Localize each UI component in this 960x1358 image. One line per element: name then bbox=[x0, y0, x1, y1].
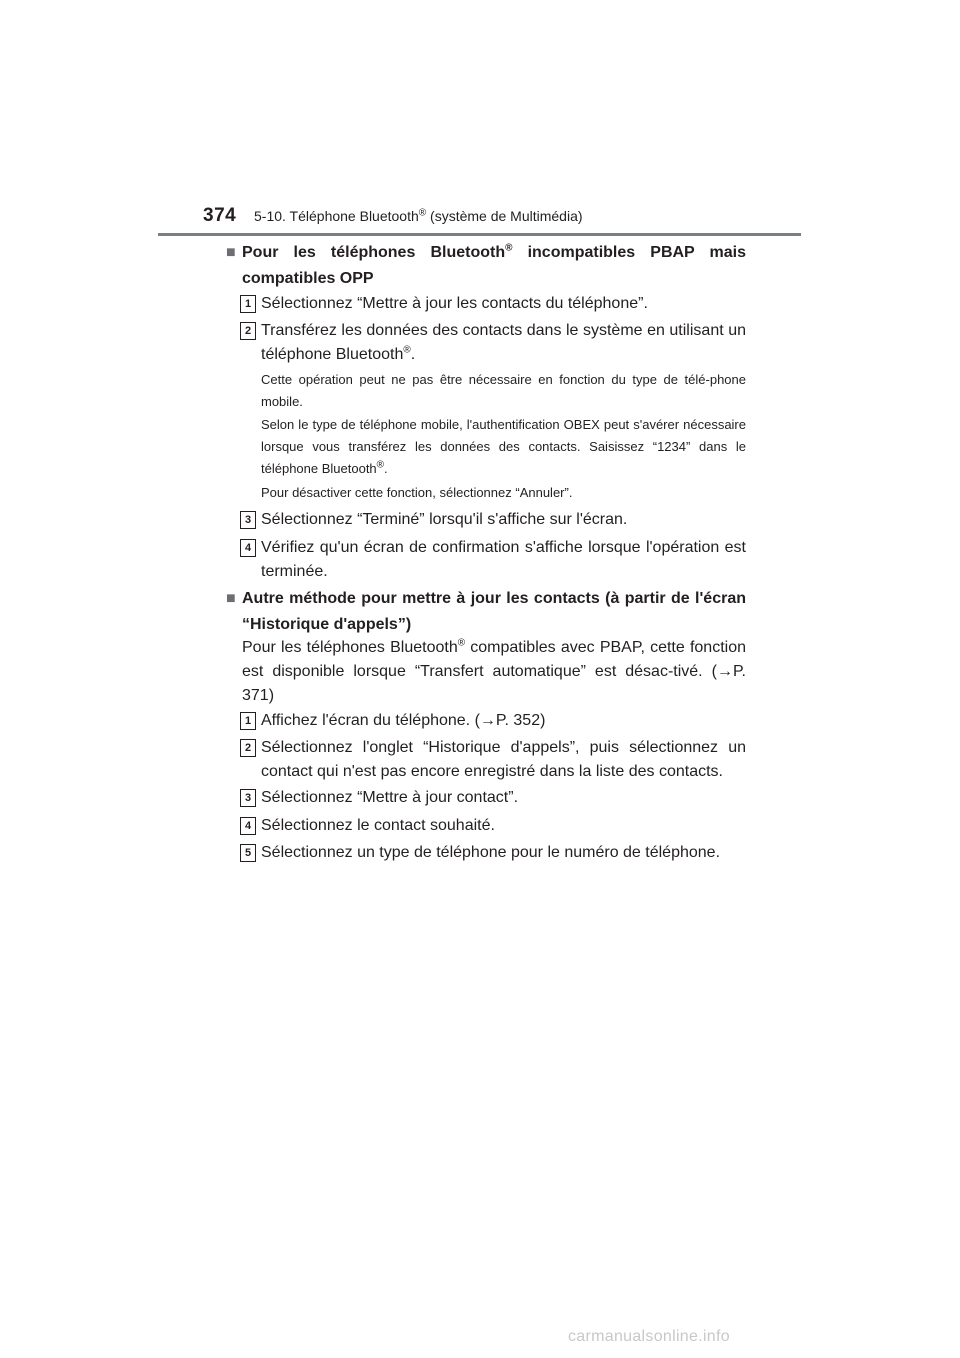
page-header bbox=[0, 0, 960, 240]
step-b5 bbox=[240, 841, 746, 865]
heading1-part-a: Pour les téléphones Bluetooth bbox=[242, 244, 506, 261]
step-number-badge: 5 bbox=[240, 844, 256, 862]
page-reference-link: P. 352) bbox=[495, 712, 546, 729]
step-b1 bbox=[240, 709, 746, 733]
step-text: Transférez les données des contacts dans le système en utilisant un téléphone Bluetooth bbox=[261, 322, 746, 363]
note-2-end: . bbox=[384, 461, 388, 476]
para-part-b: compatibles avec PBAP, cette fonction est disponible lorsque “Transfert automatique” est désac-tivé. ( bbox=[242, 639, 746, 680]
step-text-end: . bbox=[410, 346, 416, 363]
arrow-icon: → bbox=[479, 712, 496, 729]
step-b3 bbox=[240, 786, 746, 810]
registered-mark: ® bbox=[376, 459, 385, 471]
para-part-a: Pour les téléphones Bluetooth bbox=[242, 639, 458, 656]
registered-mark: ® bbox=[403, 344, 411, 356]
step-text: Sélectionnez “Mettre à jour contact”. bbox=[261, 789, 519, 806]
step-number-badge: 4 bbox=[240, 539, 256, 557]
step-1 bbox=[240, 292, 746, 316]
page-reference-link: P. 371) bbox=[242, 663, 746, 704]
heading2-text: Autre méthode pour mettre à jour les contacts (à partir de l'écran “Historique d'appels”) bbox=[242, 590, 746, 633]
intro-paragraph bbox=[242, 636, 746, 708]
registered-mark: ® bbox=[505, 242, 513, 254]
note-2-text: Selon le type de téléphone mobile, l'authentification OBEX peut s'avérer nécessaire lorsque vous transférez les données des contacts. Saisissez “1234” dans le téléphone Bluetooth bbox=[261, 417, 746, 476]
heading-other-method bbox=[226, 586, 746, 638]
registered-mark: ® bbox=[457, 637, 466, 649]
step-number-badge: 4 bbox=[240, 817, 256, 835]
step-text: Affichez l'écran du téléphone. ( bbox=[261, 712, 480, 729]
step-3 bbox=[240, 508, 746, 532]
note-3: Pour désactiver cette fonction, sélectionnez “Annuler”. bbox=[261, 485, 573, 500]
footer-watermark: carmanualsonline.info bbox=[568, 1328, 730, 1345]
step-b2 bbox=[240, 736, 746, 784]
section-title bbox=[254, 208, 583, 224]
heading1-part-b: incompatibles PBAP mais compatibles OPP bbox=[242, 244, 746, 287]
step-b4 bbox=[240, 814, 746, 838]
arrow-icon: → bbox=[716, 663, 733, 680]
step-number-badge: 2 bbox=[240, 322, 256, 340]
step-text: Vérifiez qu'un écran de confirmation s'affiche lorsque l'opération est terminée. bbox=[261, 539, 746, 580]
page-number: 374 bbox=[203, 205, 237, 226]
section-title-suffix: (système de Multimédia) bbox=[426, 208, 583, 224]
registered-mark: ® bbox=[418, 207, 427, 219]
step-number-badge: 1 bbox=[240, 712, 256, 730]
step-text: Sélectionnez un type de téléphone pour le numéro de téléphone. bbox=[261, 844, 721, 861]
step-4 bbox=[240, 536, 746, 584]
step-text: Sélectionnez l'onglet “Historique d'appels”, puis sélectionnez un contact qui n'est pas encore enregistré dans la liste des contacts. bbox=[261, 739, 746, 780]
note-1: Cette opération peut ne pas être nécessaire en fonction du type de télé-phone mobile. bbox=[261, 372, 746, 409]
step-text: Sélectionnez “Terminé” lorsqu'il s'affiche sur l'écran. bbox=[261, 511, 628, 528]
step-text: Sélectionnez “Mettre à jour les contacts du téléphone”. bbox=[261, 295, 648, 312]
step-number-badge: 1 bbox=[240, 295, 256, 313]
step-text: Sélectionnez le contact souhaité. bbox=[261, 817, 495, 834]
step-number-badge: 2 bbox=[240, 739, 256, 757]
bullet-square-icon: ■ bbox=[226, 590, 236, 607]
section-title-prefix: 5-10. Téléphone Bluetooth bbox=[254, 208, 419, 224]
note-2 bbox=[261, 414, 746, 480]
step-2 bbox=[240, 319, 746, 367]
heading-pbap-incompatible bbox=[226, 240, 746, 292]
header-rule bbox=[158, 233, 801, 236]
step-number-badge: 3 bbox=[240, 511, 256, 529]
step-number-badge: 3 bbox=[240, 789, 256, 807]
bullet-square-icon: ■ bbox=[226, 244, 236, 261]
